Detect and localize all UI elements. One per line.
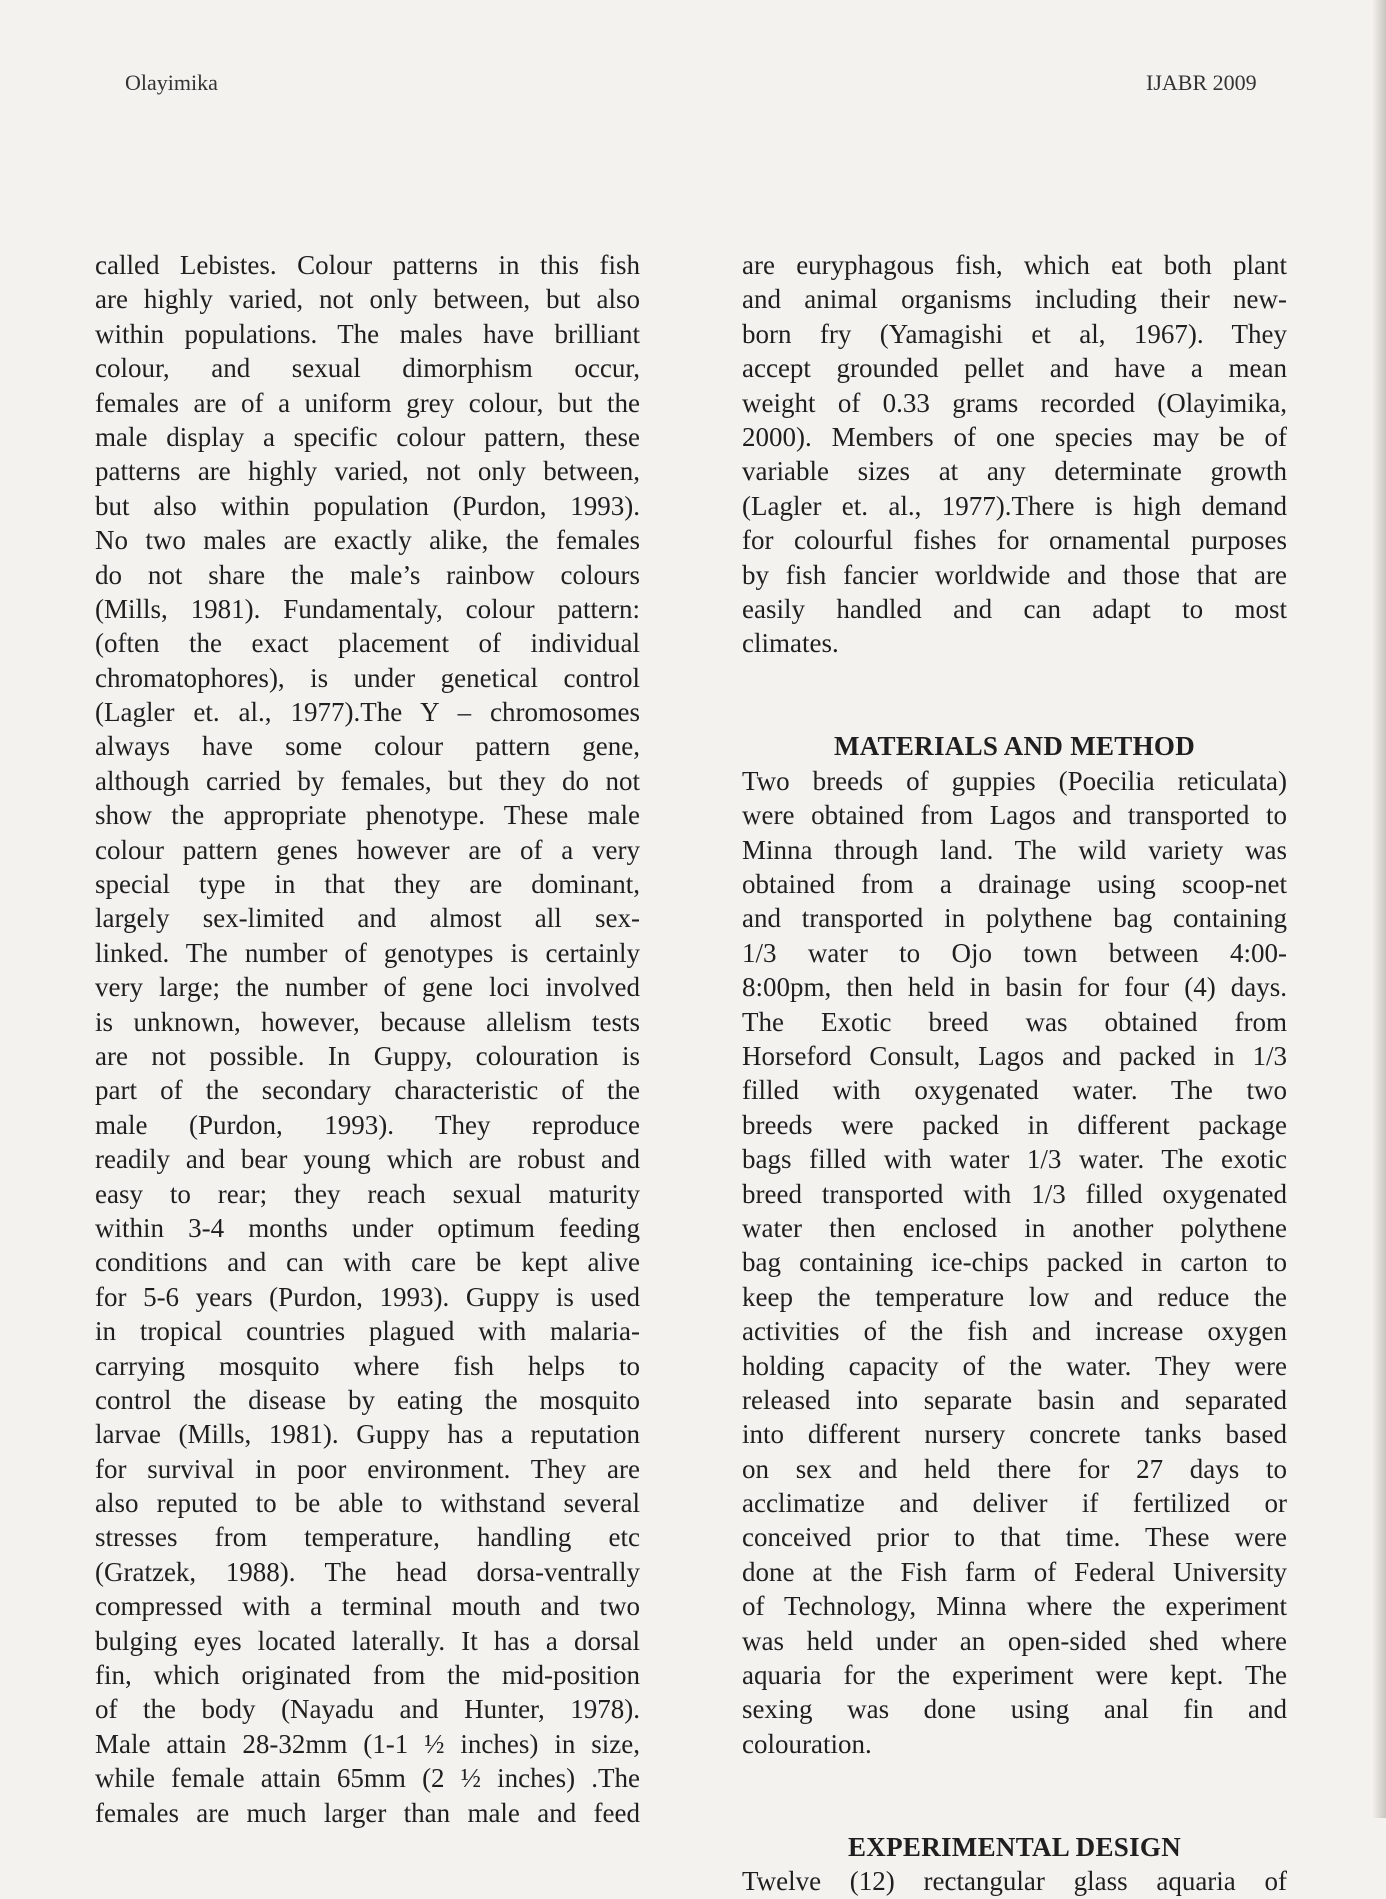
- text-line: for survival in poor environment. They are: [95, 1453, 640, 1484]
- text-line: within populations. The males have brilliant: [95, 318, 640, 349]
- text-line: male (Purdon, 1993). They reproduce: [95, 1109, 640, 1140]
- section-spacer: [742, 1761, 1287, 1830]
- text-line: acclimatize and deliver if fertilized or: [742, 1488, 1287, 1519]
- text-line: The Exotic breed was obtained from: [742, 1006, 1287, 1037]
- text-line: water then enclosed in another polythene: [742, 1212, 1287, 1243]
- text-line: is unknown, however, because allelism tests: [95, 1006, 640, 1037]
- text-line: always have some colour pattern gene,: [95, 731, 640, 762]
- section-spacer: [742, 661, 1287, 730]
- right-column: [742, 248, 1287, 1897]
- text-line: colour, and sexual dimorphism occur,: [95, 353, 640, 384]
- text-line: filled with oxygenated water. The two: [742, 1075, 1287, 1106]
- text-line: of Technology, Minna where the experiment: [742, 1591, 1287, 1622]
- text-line: stresses from temperature, handling etc: [95, 1522, 640, 1553]
- text-line: also reputed to be able to withstand several: [95, 1488, 640, 1519]
- text-line: (Lagler et. al., 1977).There is high demand: [742, 490, 1287, 521]
- text-line: called Lebistes. Colour patterns in this fish: [95, 250, 640, 280]
- text-line: are highly varied, not only between, but also: [95, 284, 640, 315]
- text-line: born fry (Yamagishi et al, 1967). They: [742, 318, 1287, 349]
- text-line: holding capacity of the water. They were: [742, 1350, 1287, 1381]
- text-line: bags filled with water 1/3 water. The exotic: [742, 1144, 1287, 1175]
- text-line: for colourful fishes for ornamental purposes: [742, 525, 1287, 556]
- text-line: conceived prior to that time. These were: [742, 1522, 1287, 1553]
- text-line: for 5-6 years (Purdon, 1993). Guppy is used: [95, 1281, 640, 1312]
- text-line: although carried by females, but they do not: [95, 765, 640, 796]
- text-line: male display a specific colour pattern, these: [95, 421, 640, 452]
- text-line: accept grounded pellet and have a mean: [742, 353, 1287, 384]
- left-column: [95, 248, 640, 1828]
- text-line: females are of a uniform grey colour, but the: [95, 387, 640, 418]
- text-line: aquaria for the experiment were kept. The: [742, 1660, 1287, 1691]
- text-line: very large; the number of gene loci involved: [95, 972, 640, 1003]
- text-line: colour pattern genes however are of a very: [95, 834, 640, 865]
- text-line: control the disease by eating the mosquito: [95, 1384, 640, 1415]
- text-line: on sex and held there for 27 days to: [742, 1453, 1287, 1484]
- running-header: [0, 70, 1386, 100]
- page-edge-shadow: [1372, 0, 1386, 1818]
- section-heading-design: EXPERIMENTAL DESIGN: [847, 1832, 1181, 1862]
- text-line: weight of 0.33 grams recorded (Olayimika,: [742, 387, 1287, 418]
- text-line: bulging eyes located laterally. It has a dorsal: [95, 1625, 640, 1656]
- text-line: by fish fancier worldwide and those that are: [742, 559, 1287, 590]
- text-line: while female attain 65mm (2 ½ inches) .The: [95, 1763, 640, 1794]
- text-line: chromatophores), is under genetical control: [95, 662, 640, 693]
- text-line: part of the secondary characteristic of the: [95, 1075, 640, 1106]
- text-line: are euryphagous fish, which eat both plant: [742, 250, 1287, 280]
- text-line: No two males are exactly alike, the females: [95, 525, 640, 556]
- text-line: climates.: [742, 628, 839, 659]
- text-line: breed transported with 1/3 filled oxygenated: [742, 1178, 1287, 1209]
- text-line: (often the exact placement of individual: [95, 628, 640, 659]
- header-journal: IJABR 2009: [1146, 70, 1257, 95]
- text-line: within 3-4 months under optimum feeding: [95, 1212, 640, 1243]
- text-line: bag containing ice-chips packed in carton to: [742, 1247, 1287, 1278]
- text-line: obtained from a drainage using scoop-net: [742, 869, 1287, 900]
- text-line: Horseford Consult, Lagos and packed in 1/3: [742, 1041, 1287, 1071]
- text-line-cut-off: Twelve (12) rectangular glass aquaria of: [742, 1866, 1287, 1897]
- text-line: 2000). Members of one species may be of: [742, 421, 1287, 452]
- text-line: easily handled and can adapt to most: [742, 593, 1287, 624]
- text-line: (Lagler et. al., 1977).The Y – chromosomes: [95, 697, 640, 728]
- text-line: 1/3 water to Ojo town between 4:00-: [742, 937, 1287, 968]
- text-line: Male attain 28-32mm (1-1 ½ inches) in size,: [95, 1728, 640, 1759]
- text-line: fin, which originated from the mid-position: [95, 1660, 640, 1691]
- section-heading-materials: MATERIALS AND METHOD: [833, 731, 1196, 762]
- text-line: largely sex-limited and almost all sex-: [95, 903, 640, 934]
- text-line: compressed with a terminal mouth and two: [95, 1591, 640, 1622]
- text-line: keep the temperature low and reduce the: [742, 1281, 1287, 1312]
- text-line: sexing was done using anal fin and: [742, 1694, 1287, 1725]
- text-line: but also within population (Purdon, 1993).: [95, 490, 640, 521]
- text-line: linked. The number of genotypes is certainly: [95, 937, 640, 968]
- text-line: (Mills, 1981). Fundamentaly, colour pattern:: [95, 593, 640, 624]
- text-line: carrying mosquito where fish helps to: [95, 1350, 640, 1381]
- text-line: larvae (Mills, 1981). Guppy has a reputation: [95, 1419, 640, 1450]
- text-line: do not share the male’s rainbow colours: [95, 559, 640, 590]
- text-line-cut-off: females are much larger than male and feed: [95, 1797, 640, 1828]
- text-line: (Gratzek, 1988). The head dorsa-ventrally: [95, 1556, 640, 1587]
- text-line: Minna through land. The wild variety was: [742, 834, 1287, 865]
- text-line: done at the Fish farm of Federal University: [742, 1556, 1287, 1587]
- text-line: conditions and can with care be kept alive: [95, 1247, 640, 1278]
- text-line: special type in that they are dominant,: [95, 869, 640, 900]
- text-line: colouration.: [742, 1728, 872, 1759]
- text-line: are not possible. In Guppy, colouration is: [95, 1040, 640, 1071]
- text-line: into different nursery concrete tanks based: [742, 1419, 1287, 1450]
- text-line: patterns are highly varied, not only between,: [95, 456, 640, 487]
- text-line: Two breeds of guppies (Poecilia reticulata): [742, 765, 1287, 796]
- header-author: Olayimika: [125, 70, 218, 95]
- text-line: show the appropriate phenotype. These male: [95, 800, 640, 831]
- text-line: and animal organisms including their new-: [742, 284, 1287, 315]
- text-line: easy to rear; they reach sexual maturity: [95, 1178, 640, 1209]
- text-line: 8:00pm, then held in basin for four (4) days.: [742, 972, 1287, 1003]
- text-line: in tropical countries plagued with malaria-: [95, 1316, 640, 1347]
- text-line: of the body (Nayadu and Hunter, 1978).: [95, 1694, 640, 1725]
- text-line: released into separate basin and separated: [742, 1384, 1287, 1415]
- text-line: were obtained from Lagos and transported to: [742, 800, 1287, 831]
- text-line: variable sizes at any determinate growth: [742, 456, 1287, 487]
- text-line: readily and bear young which are robust and: [95, 1144, 640, 1175]
- text-line: was held under an open-sided shed where: [742, 1625, 1287, 1656]
- text-line: activities of the fish and increase oxygen: [742, 1316, 1287, 1347]
- text-line: breeds were packed in different package: [742, 1109, 1287, 1140]
- text-line: and transported in polythene bag containing: [742, 903, 1287, 934]
